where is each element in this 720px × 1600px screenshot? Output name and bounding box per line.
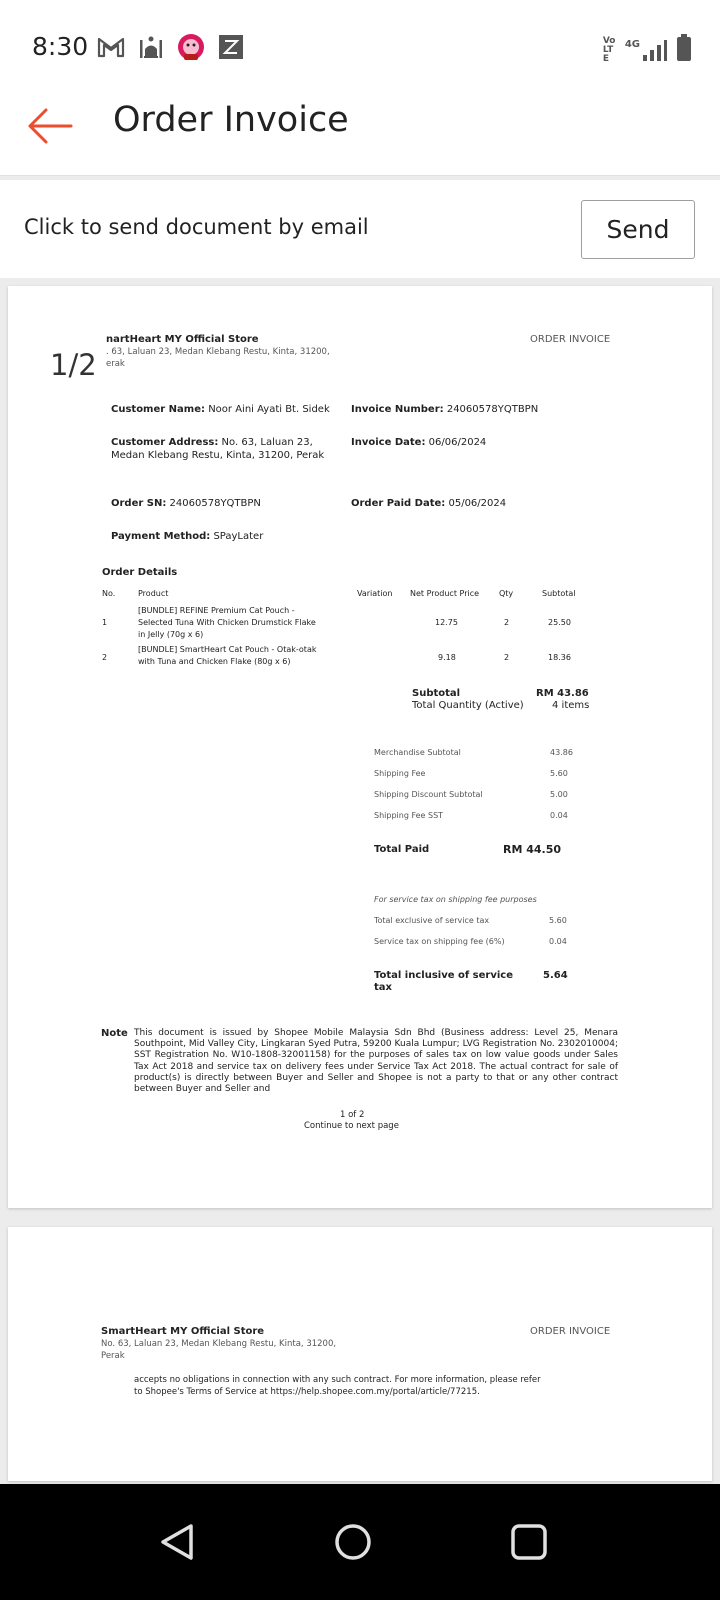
back-triangle-icon [159, 1522, 195, 1562]
total-inclusive-value: 5.64 [543, 970, 568, 981]
notification-icons [97, 32, 245, 62]
back-arrow-icon [27, 108, 73, 144]
nav-back-button[interactable] [157, 1522, 197, 1562]
summary-value: 0.04 [550, 811, 568, 820]
app-badge-icon [177, 33, 205, 61]
payment-method-label: Payment Method: [111, 531, 211, 542]
app-bar [0, 80, 720, 176]
status-time: 8:30 [32, 32, 89, 61]
order-sn [111, 498, 261, 509]
item-product-line3: in Jelly (70g x 6) [138, 630, 204, 639]
payment-method [111, 531, 263, 542]
store-name: SmartHeart MY Official Store [101, 1326, 265, 1337]
item-product-line1: [BUNDLE] REFINE Premium Cat Pouch - [138, 606, 295, 615]
customer-address-label: Customer Address: [111, 437, 219, 448]
total-paid-label: Total Paid [374, 844, 430, 855]
item-net-price: 12.75 [435, 618, 458, 627]
summary-label: Shipping Fee [374, 769, 426, 778]
subtotal-label: Subtotal [412, 688, 461, 699]
order-paid-date [351, 498, 506, 509]
item-product-line2: Selected Tuna With Chicken Drumstick Flake [138, 618, 316, 627]
order-paid-date-value: 05/06/2024 [448, 498, 507, 509]
invoice-date-value: 06/06/2024 [428, 437, 487, 448]
customer-address-line1: No. 63, Laluan 23, [221, 437, 313, 448]
subtotal-value: RM 43.86 [536, 688, 589, 699]
network-label: 4G [624, 39, 640, 50]
customer-address-line2: Medan Klebang Restu, Kinta, 31200, Perak [111, 450, 325, 461]
customer-name [111, 404, 330, 415]
mosque-icon [137, 33, 165, 61]
total-inclusive-label-line2: tax [374, 982, 392, 993]
store-address-line1: No. 63, Laluan 23, Medan Klebang Restu, Kinta, 31200, [101, 1339, 337, 1349]
back-button[interactable] [22, 98, 78, 154]
item-product-line2: with Tuna and Chicken Flake (80g x 6) [138, 657, 291, 666]
order-paid-date-label: Order Paid Date: [351, 498, 446, 509]
col-product: Product [138, 589, 169, 598]
tax-value: 0.04 [549, 937, 567, 946]
item-qty: 2 [504, 618, 510, 627]
z-app-icon [217, 33, 245, 61]
item-no: 1 [102, 618, 108, 627]
summary-label: Shipping Fee SST [374, 811, 444, 820]
store-address-line2: erak [106, 359, 125, 369]
note-continued-line2: to Shopee's Terms of Service at https://help.shopee.com.my/portal/article/77215. [134, 1387, 480, 1397]
4g-signal-icon [625, 39, 668, 61]
service-tax-heading: For service tax on shipping fee purposes [374, 895, 537, 904]
email-prompt: Click to send document by email [24, 215, 369, 239]
item-net-price: 9.18 [438, 653, 456, 662]
total-qty-value: 4 items [552, 700, 590, 711]
page-indicator: 1/2 [50, 348, 101, 382]
note-label: Note [101, 1028, 128, 1039]
nav-home-button[interactable] [333, 1522, 373, 1562]
continue-text: Continue to next page [304, 1121, 399, 1131]
summary-label: Merchandise Subtotal [374, 748, 461, 757]
invoice-page-1[interactable] [8, 286, 712, 1208]
invoice-number-label: Invoice Number: [351, 404, 444, 415]
volte-label: Vo LTE [602, 35, 616, 64]
summary-value: 5.60 [550, 769, 568, 778]
customer-address [111, 437, 313, 448]
gmail-icon [97, 33, 125, 61]
store-name: nartHeart MY Official Store [106, 334, 259, 345]
tax-value: 5.60 [549, 916, 567, 925]
battery-icon [676, 34, 692, 66]
invoice-date [351, 437, 486, 448]
system-nav-bar [0, 1484, 720, 1600]
customer-name-label: Customer Name: [111, 404, 205, 415]
invoice-page-2[interactable] [8, 1227, 712, 1481]
item-qty: 2 [504, 653, 510, 662]
summary-label: Shipping Discount Subtotal [374, 790, 483, 799]
total-paid-value: RM 44.50 [503, 843, 562, 856]
email-bar [0, 180, 720, 278]
tax-label: Total exclusive of service tax [374, 916, 490, 925]
invoice-number [351, 404, 538, 415]
item-subtotal: 25.50 [548, 618, 571, 627]
tax-label: Service tax on shipping fee (6%) [374, 937, 505, 946]
page-title: Order Invoice [113, 100, 349, 140]
col-qty: Qty [499, 589, 514, 598]
invoice-date-label: Invoice Date: [351, 437, 426, 448]
total-inclusive-label-line1: Total inclusive of service [374, 970, 514, 981]
status-bar [0, 0, 720, 80]
order-sn-label: Order SN: [111, 498, 167, 509]
order-details-title: Order Details [102, 567, 178, 578]
nav-recents-button[interactable] [509, 1522, 549, 1562]
item-no: 2 [102, 653, 108, 662]
page-of: 1 of 2 [340, 1110, 365, 1120]
summary-value: 5.00 [550, 790, 568, 799]
volte-icon [603, 37, 617, 64]
col-variation: Variation [357, 589, 393, 598]
order-sn-value: 24060578YQTBPN [169, 498, 261, 509]
item-product-line1: [BUNDLE] SmartHeart Cat Pouch - Otak-otak [138, 645, 317, 654]
total-qty-label: Total Quantity (Active) [412, 700, 524, 711]
store-address-line1: . 63, Laluan 23, Medan Klebang Restu, Kinta, 31200, [106, 347, 330, 357]
payment-method-value: SPayLater [213, 531, 264, 542]
recents-square-icon [510, 1523, 548, 1561]
col-subtotal: Subtotal [542, 589, 576, 598]
customer-name-value: Noor Aini Ayati Bt. Sidek [208, 404, 330, 415]
summary-value: 43.86 [550, 748, 573, 757]
invoice-number-value: 24060578YQTBPN [446, 404, 539, 415]
system-status-icons [603, 34, 692, 66]
note-text: This document is issued by Shopee Mobile Malaysia Sdn Bhd (Business address: Level 25, Menara Southpoint, Mid Valley City, Lingkaran Syed Putra, 59200 Kuala Lumpur; LVG Registration No. 2302010004; SST Registration No. W10-1808-32001158) for the purposes of sales tax on low value goods under Sales Tax Act 2018 and service tax on delivery fees under Service Tax Act 2018. The actual contract for sale of product(s) is directly between Buyer and Seller and Shopee is not a party to that or any other contract between Buyer and Seller and [134, 1028, 618, 1095]
home-circle-icon [333, 1522, 373, 1562]
item-subtotal: 18.36 [548, 653, 571, 662]
doc-type: ORDER INVOICE [530, 334, 611, 345]
col-net-price: Net Product Price [410, 589, 480, 598]
col-no: No. [102, 589, 116, 598]
send-button[interactable]: Send [581, 200, 695, 259]
doc-type: ORDER INVOICE [530, 1326, 611, 1337]
note-continued-line1: accepts no obligations in connection with any such contract. For more information, please refer [134, 1375, 541, 1385]
store-address-line2: Perak [101, 1351, 125, 1361]
